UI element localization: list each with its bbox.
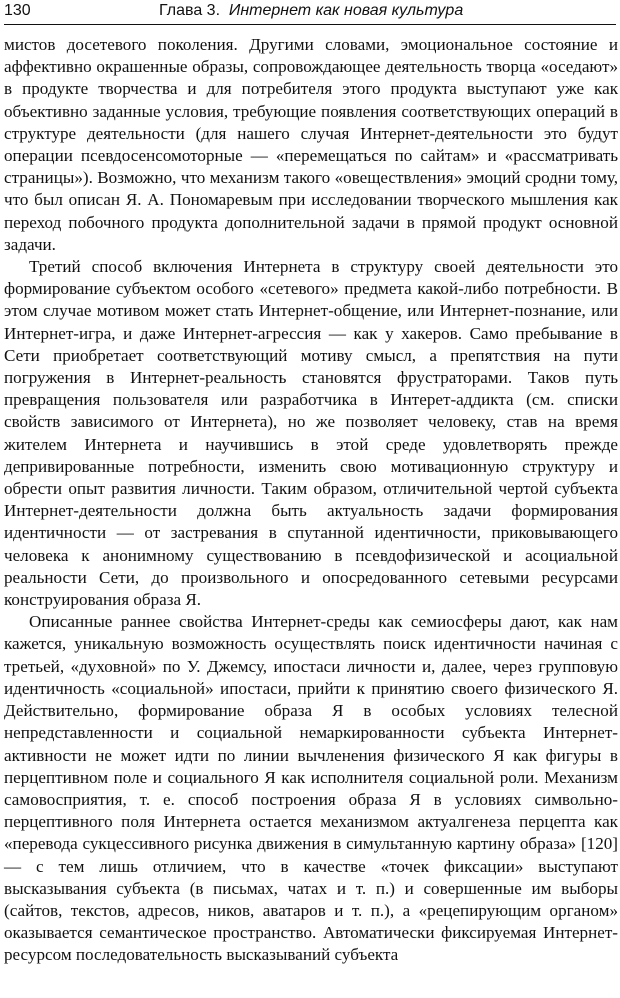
chapter-label: Глава 3. xyxy=(159,2,221,19)
body-text xyxy=(4,34,618,967)
paragraph: Описанные раннее свойства Интернет-среды как семиосферы дают, как нам кажется, уникальную возможность осуществлять поиск идентичности начиная с третьей, «духовной» по У. Джемсу, ипостаси личности и, далее, через групповую идентичность «социальной» ипостаси, прийти к принятию своего физического Я. Действительно, формирование образа Я в особых условиях телесной непредставленности и социальной немаркированности субъекта Интернет-активности не может идти по линии вычленения физического Я как фигуры в перцептивном поле и социального Я как исполнителя социальной роли. Механизм самовосприятия, т. е. способ построения образа Я в условиях символьно-перцептивного поля Интернета остается механизмом актуалгенеза перцепта как «перевода сукцессивного рисунка движения в симультанную картину образа» [120] — с тем лишь отличием, что в качестве «точек фиксации» выступают высказывания субъекта (в письмах, чатах и т. п.) и совершенные им выборы (сайтов, текстов, адресов, ников, аватаров и т. п.), а «рецепирующим органом» оказывается семантическое пространство. Автоматически фиксируемая Интернет-ресурсом последовательность высказываний субъекта xyxy=(4,612,618,965)
paragraph: мистов досетевого поколения. Другими словами, эмоциональное состояние и аффективно окрашенные образы, сопровождающее деятельность творца «оседают» в продукте творчества и для потребителя этого продукта выступают уже как объективно заданные условия, требующие появления соответствующих операций в структуре деятельности (для нашего случая Интернет-деятельности это будут операции псевдосенсомоторные — «перемещаться по сайтам» и «рассматривать страницы»). Возможно, что механизм такого «овеществления» эмоций сродни тому, что был описан Я. А. Пономаревым при исследовании творческого мышления как переход побочного продукта дополнительной задачи в прямой продукт основной задачи. xyxy=(4,35,618,254)
paragraph: Третий способ включения Интернета в структуру своей деятельности это формирование субъектом особого «сетевого» предмета какой-либо потребности. В этом случае мотивом может стать Интернет-общение, или Интернет-познание, или Интернет-игра, и даже Интернет-агрессия — как у хакеров. Само пребывание в Сети приобретает соответствующий мотиву смысл, а препятствия на пути погружения в Интернет-реальность становятся фрустраторами. Таков путь превращения пользователя или разработчика в Интерет-аддикта (см. списки свойств зависимого от Интернета), но же позволяет человеку, став на время жителем Интернета и научившись в этой среде удовлетворять прежде депривированные потребности, изменить свою мотивационную структуру и обрести опыт развития личности. Таким образом, отличительной чертой субъекта Интернет-деятельности должна быть актуальность задачи формирования идентичности — от застревания в спутанной идентичности, приковывающего человека к анонимному существованию в псевдофизической и асоциальной реальности Сети, до произвольного и опосредованного сетевыми ресурсами конструирования образа Я. xyxy=(4,257,618,610)
running-head xyxy=(4,0,616,25)
chapter-title xyxy=(159,0,463,22)
page-number: 130 xyxy=(4,2,31,19)
chapter-name: Интернет как новая культура xyxy=(228,2,464,19)
